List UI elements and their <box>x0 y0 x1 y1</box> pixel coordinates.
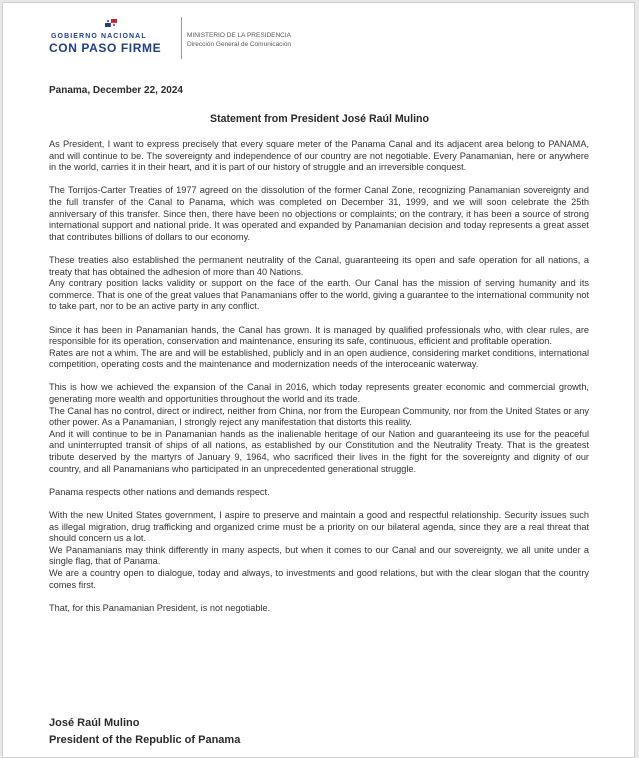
paragraph: This is how we achieved the expansion of the Canal in 2016, which today represents greater economic and commercial growth, generating more wealth and opportunities throughout the world and its trade. <box>49 382 589 405</box>
ministry-block <box>187 31 291 49</box>
slogan: CON PASO FIRME <box>49 41 162 55</box>
paragraph: Panama respects other nations and demands respect. <box>49 486 270 497</box>
paragraph: We are a country open to dialogue, today and always, to investments and good relations, but with the clear slogan that the country comes first. <box>49 567 589 590</box>
document-page <box>2 2 635 758</box>
paragraph: These treaties also established the permanent neutrality of the Canal, guaranteeing its open and safe operation for all nations, a treaty that has obtained the adhesion of more than 40 Nations. <box>49 254 589 277</box>
paragraph: As President, I want to express precisely that every square meter of the Panama Canal and its adjacent area belong to PANAMA, and will continue to be. The sovereignty and independence of our country are not negotiable. Every Panamanian, here or anywhere in the world, carries it in their heart, and it is part of our history of struggle and an irreversible conquest. <box>49 139 589 173</box>
signature-name: José Raúl Mulino <box>49 717 140 729</box>
signature-title: President of the Republic of Panama <box>49 734 241 746</box>
paragraph: Rates are not a whim. The are and will be established, publicly and in an open audience, considering market conditions, international competition, operating costs and the maintenance and modernization needs of the interoceanic waterway. <box>49 347 589 370</box>
ministry-line-1: MINISTERIO DE LA PRESIDENCIA <box>187 32 292 39</box>
paragraph: We Panamanians may think differently in many aspects, but when it comes to our Canal and our sovereignty, we all unite under a single flag, that of Panama. <box>49 544 589 567</box>
letterhead <box>49 17 349 59</box>
letterhead-divider <box>181 17 182 59</box>
paragraph: Since it has been in Panamanian hands, the Canal has grown. It is managed by qualified professionals who, with clear rules, are responsible for its operation, conservation and maintenance, ensuring its safe, continuous, efficient and profitable operation. <box>49 324 589 347</box>
statement-body <box>49 139 589 626</box>
paragraph: That, for this Panamanian President, is not negotiable. <box>49 602 271 613</box>
government-line: GOBIERNO NACIONAL <box>51 33 147 40</box>
panama-flag-icon <box>105 19 117 27</box>
paragraph: Any contrary position lacks validity or support on the face of the earth. Our Canal has the mission of serving humanity and its commerce. That is one of the great values that Panamanians offer to the world, giving a guarantee to the international community not to take part, nor to be an active party in any conflict. <box>49 278 589 312</box>
paragraph: With the new United States government, I aspire to preserve and maintain a good and respectful relationship. Security issues such as illegal migration, drug trafficking and organized crime must be a priority on our bilateral agenda, since they are a real threat that should concern us a lot. <box>49 510 589 544</box>
statement-date: Panama, December 22, 2024 <box>49 85 183 96</box>
statement-title: Statement from President José Raúl Mulino <box>210 113 429 125</box>
paragraph: The Torrijos-Carter Treaties of 1977 agreed on the dissolution of the former Canal Zone, recognizing Panamanian sovereignty and the full transfer of the Canal to Panama, which was completed on December 31, 1999, and we will soon celebrate the 25th anniversary of this transfer. Since then, there have been no objections or complaints; on the contrary, it has been a source of strong international support and national pride. It was operated and expanded by Panamanian decision and today represents a great asset that contributes billions of dollars to our economy. <box>49 185 589 242</box>
ministry-line-2: Dirección General de Comunicación <box>187 41 292 48</box>
paragraph: The Canal has no control, direct or indirect, neither from China, nor from the European Community, nor from the United States or any other power. As a Panamanian, I strongly reject any manifestation that distorts this reality. <box>49 405 589 428</box>
paragraph: And it will continue to be in Panamanian hands as the inalienable heritage of our Nation and guaranteeing its use for the peaceful and uninterrupted transit of ships of all nations, as established by our Constitution and the Neutrality Treaty. That is the greatest tribute deserved by the martyrs of January 9, 1964, who sacrificed their lives in the fight for the sovereignty and dignity of our country, and all Panamanians who participated in an unprecedented generational struggle. <box>49 428 589 474</box>
